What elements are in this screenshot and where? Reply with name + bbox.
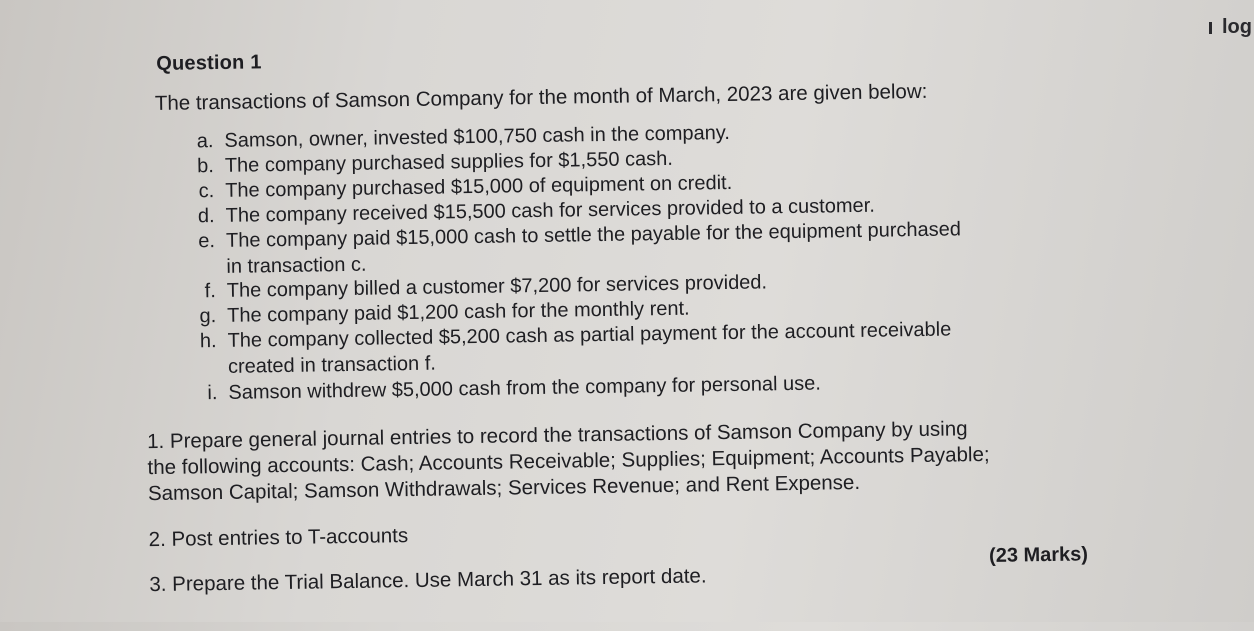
corner-tick-mark [1209, 22, 1212, 34]
corner-text: log [1222, 16, 1252, 38]
item-text: The company purchased $15,000 of equipment on credit. [225, 171, 733, 202]
item-text: Samson withdrew $5,000 cash from the company for personal use. [228, 372, 822, 404]
item-label: d. [197, 205, 215, 228]
task-1-line-3: Samson Capital; Samson Withdrawals; Services Revenue; and Rent Expense. [147, 470, 861, 506]
task-1-line-2: the following accounts: Cash; Accounts Receivable; Supplies; Equipment; Accounts Payable; [147, 442, 990, 480]
question-intro: The transactions of Samson Company for the month of March, 2023 are given below: [154, 79, 928, 115]
item-label: e. [198, 230, 216, 253]
item-label: f. [204, 280, 216, 303]
item-text-continued: in transaction c. [226, 253, 367, 278]
item-text: The company received $15,500 cash for services provided to a customer. [225, 194, 875, 227]
item-label: g. [199, 305, 217, 328]
task-3: 3. Prepare the Trial Balance. Use March 31 as its report date. [149, 564, 707, 597]
item-text: The company paid $1,200 cash for the monthly rent. [227, 297, 690, 327]
item-label: h. [199, 330, 217, 353]
item-text: The company collected $5,200 cash as partial payment for the account receivable [227, 318, 952, 352]
item-text: The company paid $15,000 cash to settle the payable for the equipment purchased [225, 218, 962, 252]
item-label: c. [198, 180, 215, 203]
marks-label: (23 Marks) [988, 543, 1089, 567]
item-label: i. [207, 382, 218, 405]
item-text: The company purchased supplies for $1,550 cash. [224, 147, 674, 177]
item-text-continued: created in transaction f. [227, 352, 437, 378]
task-2: 2. Post entries to T-accounts [148, 524, 409, 552]
question-title: Question 1 [156, 51, 262, 75]
item-text: The company billed a customer $7,200 for services provided. [226, 271, 768, 302]
item-label: b. [196, 155, 215, 178]
task-1-line-1: 1. Prepare general journal entries to record the transactions of Samson Company by using [146, 417, 968, 454]
item-label: a. [196, 130, 214, 153]
item-text: Samson, owner, invested $100,750 cash in the company. [224, 121, 731, 152]
